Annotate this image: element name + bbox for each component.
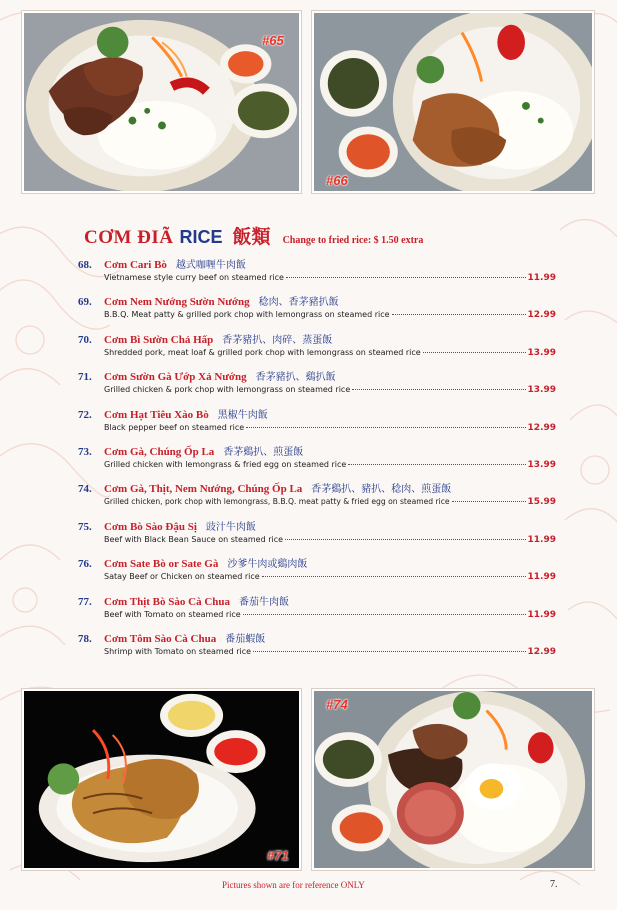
footer-disclaimer: Pictures shown are for reference ONLY: [222, 880, 365, 890]
photo-tag-71: #71: [267, 848, 289, 863]
item-chinese-name: 香茅鷄扒、豬扒、稔肉、煎蛋飯: [311, 484, 452, 496]
menu-item: [78, 555, 556, 592]
leader-dots: [262, 576, 526, 577]
fried-rice-note: Change to fried rice: $ 1.50 extra: [282, 235, 424, 246]
section-title-english: RICE: [179, 227, 223, 247]
menu-item: [78, 630, 556, 667]
item-chinese-name: 豉汁牛肉飯: [205, 521, 256, 533]
item-description: B.B.Q. Meat patty & grilled pork chop with lemongrass on steamed rice: [104, 310, 390, 320]
leader-dots: [452, 501, 526, 502]
menu-item: [78, 593, 556, 630]
item-chinese-name: 番茄牛肉飯: [239, 596, 290, 608]
menu-item: [78, 480, 556, 517]
item-description: Shredded pork, meat loaf & grilled pork chop with lemongrass on steamed rice: [104, 347, 421, 357]
item-name: Cơm Thịt Bò Sào Cà Chua: [104, 595, 231, 608]
item-price: 13.99: [527, 459, 556, 470]
item-price: 11.99: [527, 609, 556, 620]
leader-dots: [286, 277, 526, 278]
item-description: Shrimp with Tomato on steamed rice: [104, 646, 252, 656]
item-price: 15.99: [527, 497, 556, 508]
item-price: 11.99: [527, 572, 556, 583]
section-title: [84, 222, 423, 249]
dish-photo-74: [312, 689, 594, 870]
item-number: 74.: [78, 483, 92, 496]
item-chinese-name: 黑椒牛肉飯: [217, 409, 268, 421]
leader-dots: [392, 314, 526, 315]
item-price: 12.99: [527, 310, 556, 321]
dish-photo-71: [22, 689, 301, 870]
item-price: 11.99: [527, 273, 556, 283]
leader-dots: [285, 539, 525, 540]
item-chinese-name: 稔肉、香茅豬扒飯: [258, 297, 339, 309]
menu-item: [78, 256, 556, 293]
item-description: Black pepper beef on steamed rice: [104, 422, 245, 432]
item-price: 13.99: [527, 385, 556, 396]
menu-item: [78, 368, 556, 405]
item-chinese-name: 越式咖喱牛肉飯: [175, 260, 246, 271]
leader-dots: [423, 352, 526, 353]
item-number: 77.: [78, 595, 92, 608]
leader-dots: [243, 614, 526, 615]
item-chinese-name: 香茅豬扒、肉碎、蒸蛋飯: [222, 334, 333, 346]
item-number: 72.: [78, 408, 92, 421]
photo-tag-66: #66: [326, 173, 348, 188]
leader-dots: [352, 389, 525, 390]
item-chinese-name: 香茅豬扒、鷄扒飯: [255, 372, 336, 384]
section-title-vietnamese: CƠM ĐIÃ: [84, 227, 174, 248]
item-description: Beef with Tomato on steamed rice: [104, 609, 241, 619]
item-name: Cơm Bì Sườn Chả Hấp: [104, 333, 214, 346]
item-number: 78.: [78, 632, 92, 645]
item-chinese-name: 香茅鷄扒、煎蛋飯: [223, 446, 304, 458]
item-description: Grilled chicken with lemongrass & fried egg on steamed rice: [104, 459, 347, 469]
item-price: 11.99: [527, 534, 556, 545]
item-price: 13.99: [527, 347, 556, 358]
menu-list: [78, 256, 556, 667]
item-description: Vietnamese style curry beef on steamed rice: [104, 273, 284, 282]
item-number: 73.: [78, 445, 92, 458]
item-name: Cơm Nem Nướng Sườn Nướng: [104, 296, 250, 309]
item-price: 12.99: [527, 646, 556, 657]
item-number: 69.: [78, 296, 92, 309]
item-number: 75.: [78, 520, 92, 533]
dish-photo-66: [312, 11, 594, 193]
leader-dots: [253, 651, 525, 652]
photo-tag-65: #65: [262, 33, 284, 48]
menu-item: [78, 331, 556, 368]
item-description: Grilled chicken & pork chop with lemongrass on steamed rice: [104, 385, 351, 395]
item-name: Cơm Sate Bò or Sate Gà: [104, 558, 219, 571]
item-name: Cơm Sườn Gà Ướp Xả Nướng: [104, 371, 247, 384]
leader-dots: [246, 427, 525, 428]
page-number: 7.: [550, 879, 558, 890]
item-number: 68.: [78, 259, 92, 271]
leader-dots: [348, 464, 525, 465]
photo-tag-74: #74: [326, 697, 348, 712]
menu-item: [78, 406, 556, 443]
item-price: 12.99: [527, 422, 556, 433]
item-name: Cơm Tôm Sào Cà Chua: [104, 632, 217, 645]
item-name: Cơm Cari Bò: [104, 259, 167, 271]
dish-photo-65: [22, 11, 301, 193]
item-number: 70.: [78, 333, 92, 346]
item-description: Grilled chicken, pork chop with lemongrass, B.B.Q. meat patty & fried egg on steamed rice: [104, 497, 450, 507]
item-description: Satay Beef or Chicken on steamed rice: [104, 572, 260, 582]
item-name: Cơm Gà, Thịt, Nem Nướng, Chúng Ốp La: [104, 483, 303, 496]
item-chinese-name: 沙爹牛肉或鷄肉飯: [227, 559, 308, 571]
item-number: 76.: [78, 558, 92, 571]
item-number: 71.: [78, 371, 92, 384]
menu-item: [78, 443, 556, 480]
item-name: Cơm Bò Sào Đậu Sị: [104, 520, 197, 533]
item-name: Cơm Hạt Tiêu Xào Bò: [104, 408, 209, 421]
item-chinese-name: 番茄蝦飯: [225, 633, 266, 645]
item-description: Beef with Black Bean Sauce on steamed rice: [104, 534, 284, 544]
menu-item: [78, 518, 556, 555]
item-name: Cơm Gà, Chúng Ốp La: [104, 445, 215, 458]
menu-item: [78, 293, 556, 330]
section-title-chinese: 飯類: [232, 226, 271, 248]
